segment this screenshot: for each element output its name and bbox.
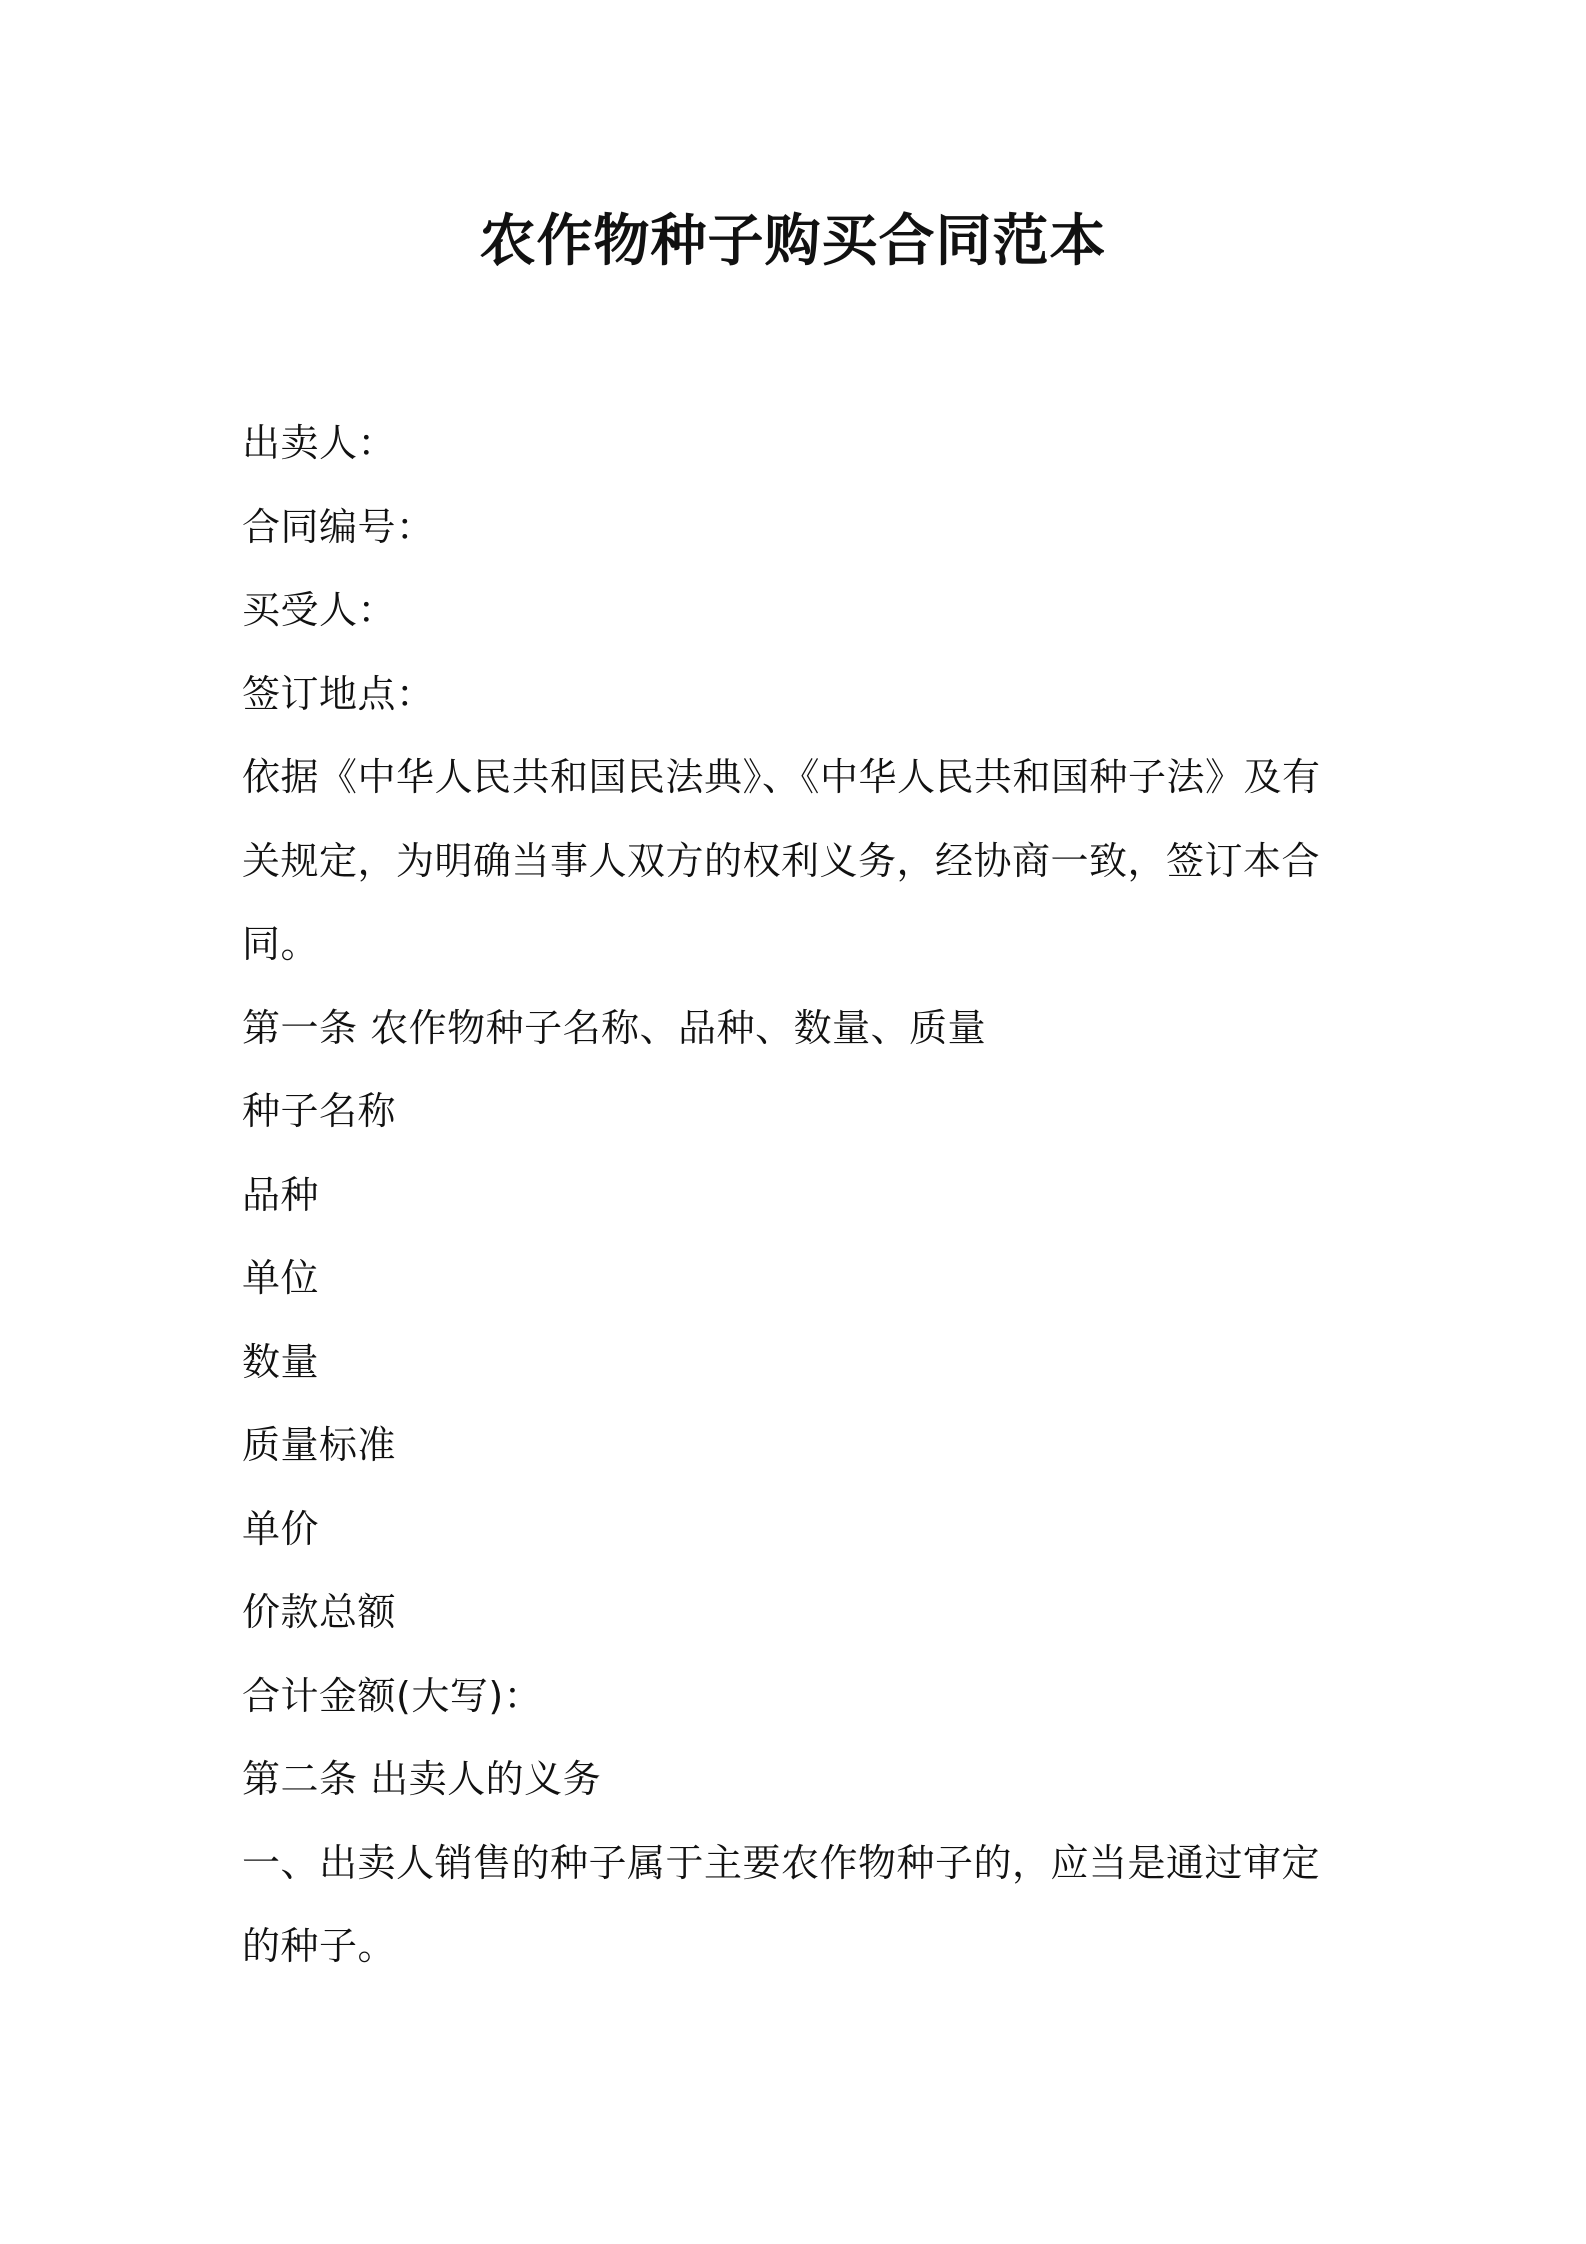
contract-number-field-label: 合同编号： (242, 504, 435, 549)
document-title: 农作物种子购买合同范本 (479, 209, 1107, 274)
article-1-item-variety: 品种 (242, 1172, 320, 1217)
sign-place-field-label: 签订地点： (242, 671, 435, 716)
preamble-paragraph: 依据《中华人民共和国民法典》、《中华人民共和国种子法》及有关规定，为明确当事人双方的权利义务，经协商一致，签订本合同。 (242, 755, 1321, 966)
article-2-clause-1: 一、出卖人销售的种子属于主要农作物种子的，应当是通过审定的种子。 (242, 1840, 1321, 1968)
article-1-item-total-amount-capital: 合计金额(大写)： (242, 1673, 543, 1718)
seller-field-label: 出卖人： (242, 421, 397, 465)
article-1-item-unit-price: 单价 (242, 1506, 320, 1551)
article-1-item-seed-name: 种子名称 (242, 1089, 397, 1133)
article-2-heading: 第二条 出卖人的义务 (242, 1757, 602, 1801)
document-body (242, 402, 1352, 1989)
article-1-item-quality-standard: 质量标准 (242, 1423, 397, 1467)
article-1-item-total-price: 价款总额 (242, 1590, 397, 1634)
article-1-item-unit: 单位 (242, 1256, 320, 1300)
buyer-field-label: 买受人： (242, 588, 397, 632)
article-1-item-quantity: 数量 (242, 1339, 320, 1384)
article-1-heading: 第一条 农作物种子名称、品种、数量、质量 (242, 1005, 987, 1050)
